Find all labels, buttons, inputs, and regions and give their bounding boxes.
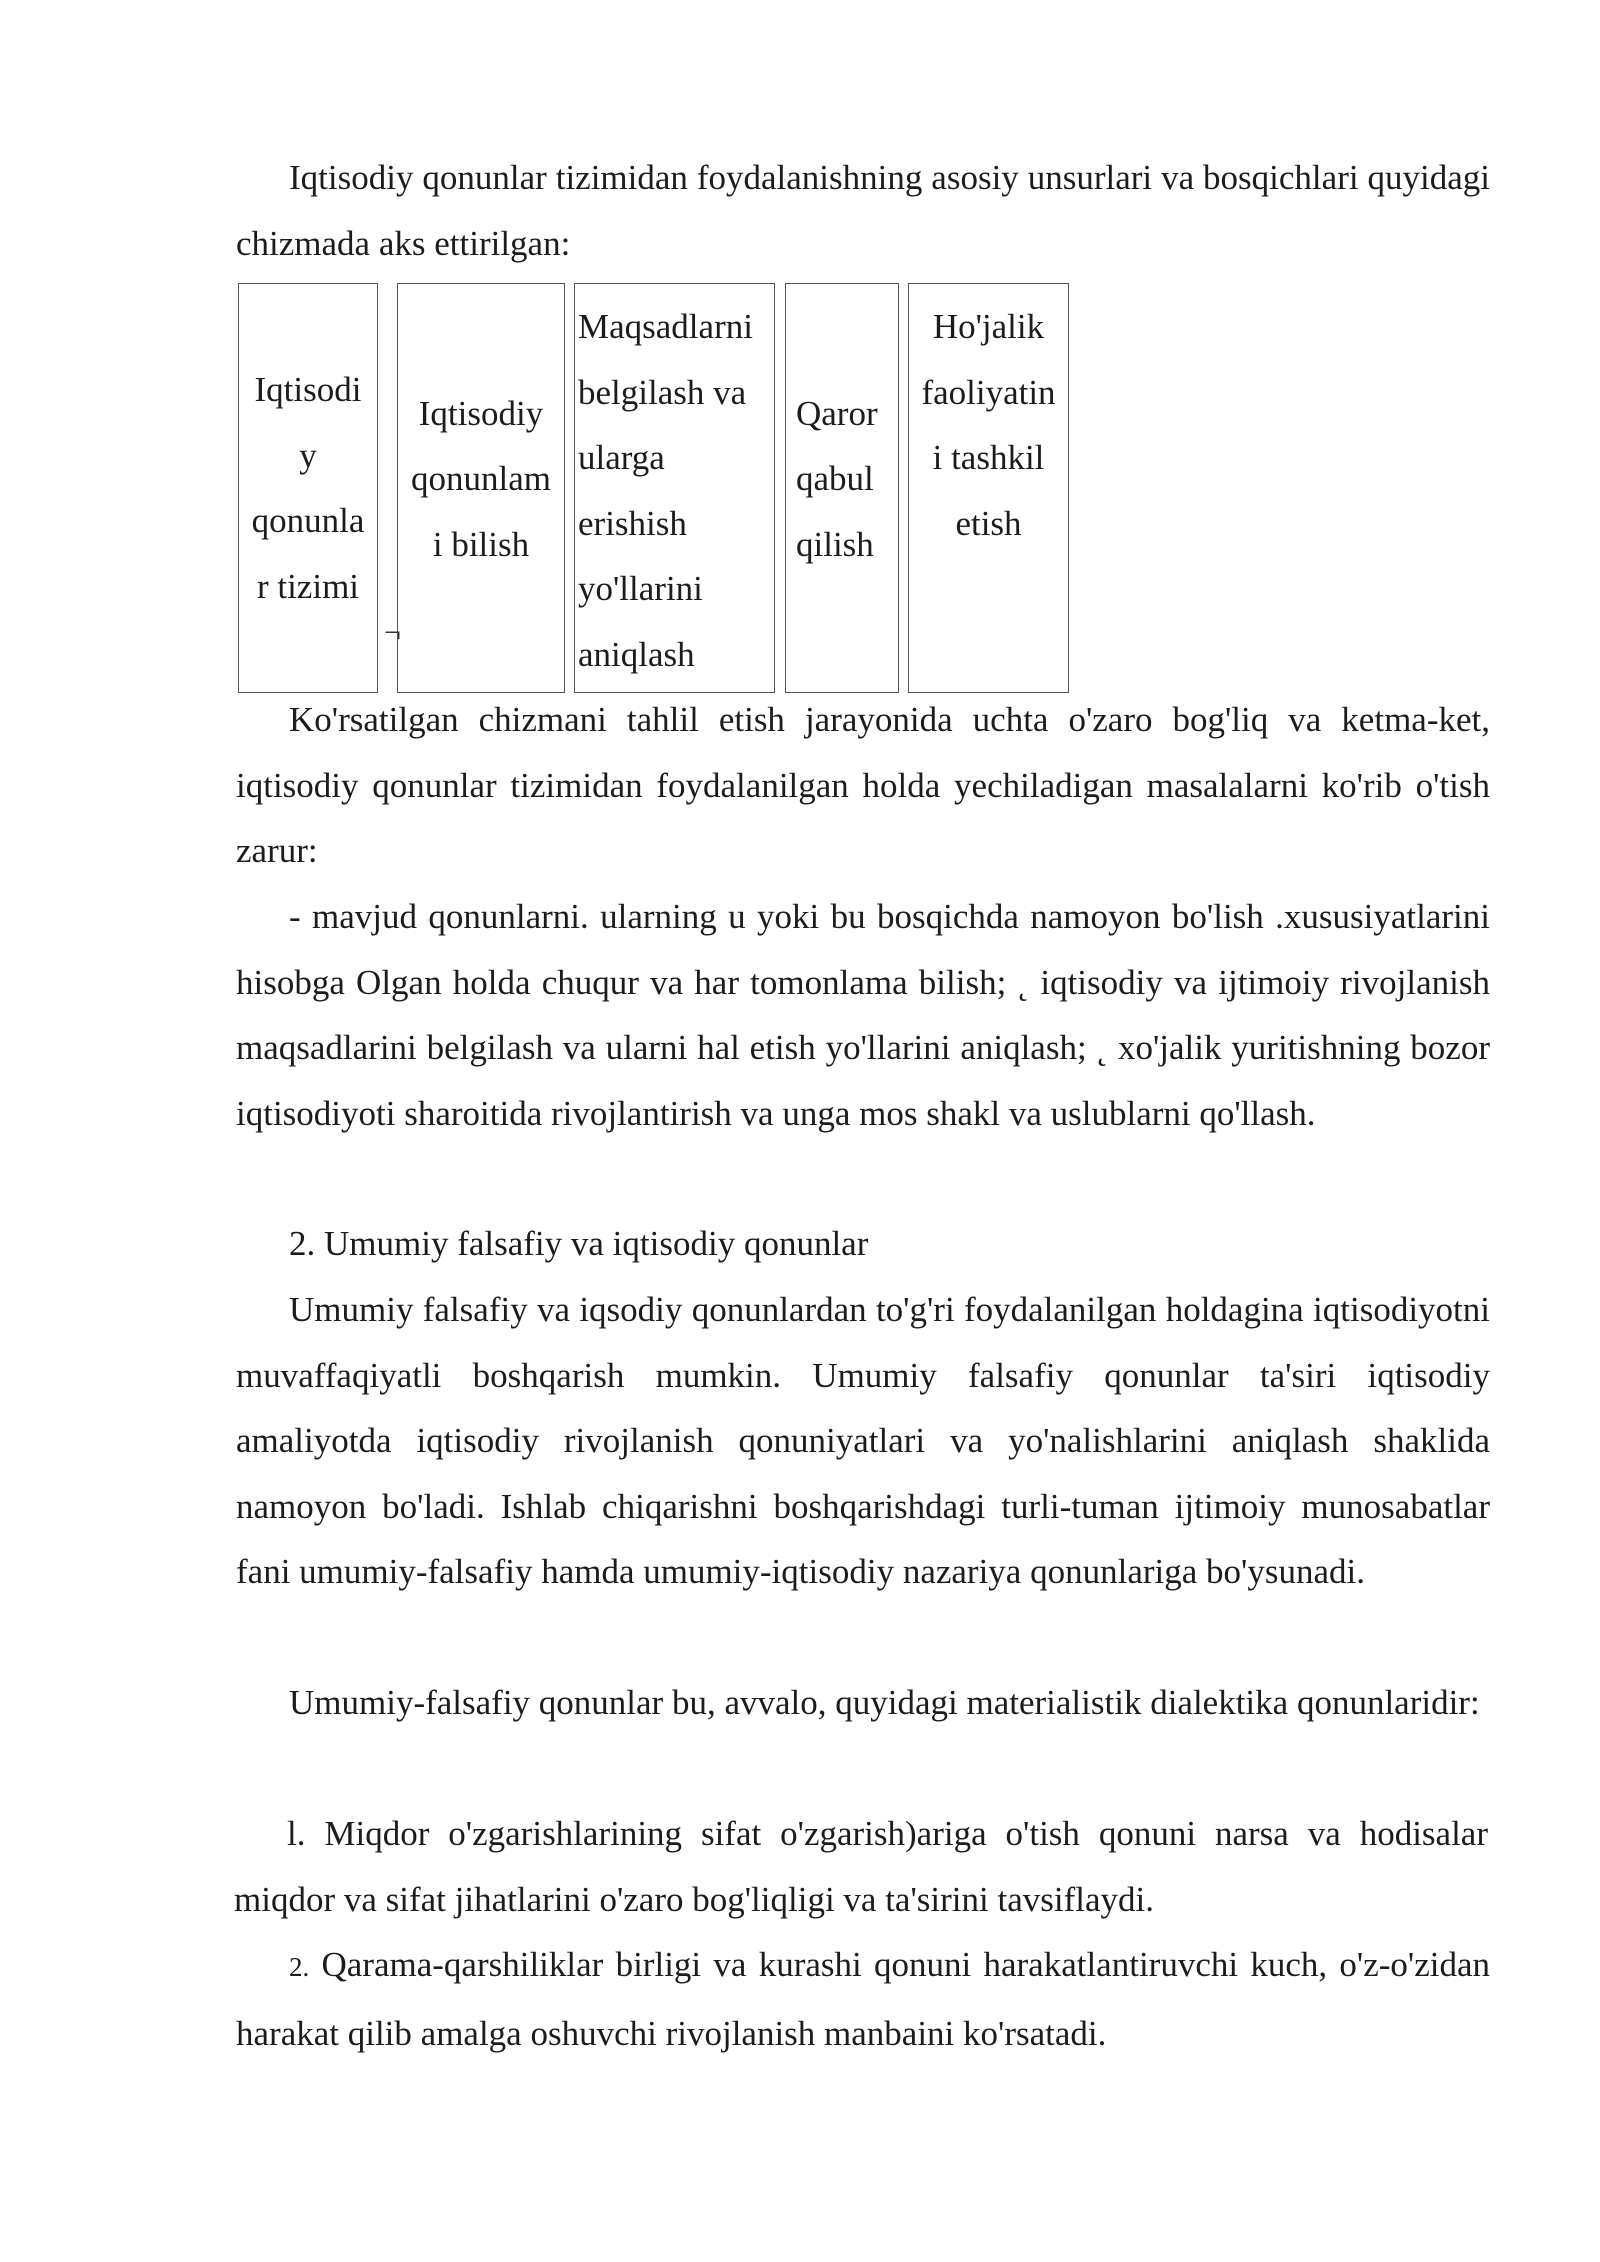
law-2-number: 2. xyxy=(289,1952,310,1982)
diagram-box-knowing-laws xyxy=(397,283,565,693)
dialectics-paragraph: Umumiy-falsafiy qonunlar bu, avvalo, quyidagi materialistik dialektika qonunlaridir: xyxy=(289,1683,1480,1722)
diagram-box-label: Iqtisodiy qonunlam i bilish xyxy=(411,393,551,564)
diagram-box-label: Qaror qabul qilish xyxy=(796,393,878,564)
diagram-box-economic-laws-system xyxy=(238,283,378,693)
general-laws-paragraph: Umumiy falsafiy va iqsodiy qonunlardan to'g'ri foydalanilgan holdagina iqtisodiyotni muvaffaqiyatli boshqarish mumkin. Umumiy falsafiy qonunlar ta'siri iqtisodiy amaliyotda iqtisodiy rivojlanish qonuniyatlari va yo'nalishlarini aniqlash shaklida namoyon bo'ladi. Ishlab chiqarishni boshqarishdagi turli-tuman ijtimoiy munosabatlar fani umumiy-falsafiy hamda umumiy-iqtisodiy nazariya qonunlariga bo'ysunadi. xyxy=(236,1290,1490,1591)
section-heading: 2. Umumiy falsafiy va iqtisodiy qonunlar xyxy=(289,1224,869,1263)
diagram-box-decision-making xyxy=(785,283,899,693)
diagram-box-label: Ho'jalik faoliyatin i tashkil etish xyxy=(921,307,1056,543)
law-2-paragraph xyxy=(236,1932,1490,2066)
law-1-paragraph: l. Miqdor o'zgarishlarining sifat o'zgarish)ariga o'tish qonuni narsa va hodisalar miqdor va sifat jihatlarini o'zaro bog'liqligi va ta'sirini tavsiflaydi. xyxy=(234,1814,1488,1919)
intro-paragraph: Iqtisodiy qonunlar tizimidan foydalanishning asosiy unsurlari va bosqichlari quyidagi chizmada aks ettirilgan: xyxy=(236,158,1490,263)
tasks-paragraph: - mavjud qonunlarni. ularning u yoki bu bosqichda namoyon bo'lish .xususiyatlarini hisobga Olgan holda chuqur va har tomonlama bilish; ˛ iqtisodiy va ijtimoiy rivojlanish maqsadlarini belgilash va ularni hal etish yo'llarini aniqlash; ˛ xo'jalik yuritishning bozor iqtisodiyoti sharoitida rivojlantirish va unga mos shakl va uslublarni qo'llash. xyxy=(236,897,1490,1133)
diagram-box-organizing-activity xyxy=(908,283,1069,693)
diagram-box-setting-goals xyxy=(574,283,775,693)
diagram-box-label: Iqtisodi y qonunla r tizimi xyxy=(251,370,365,606)
analysis-paragraph: Ko'rsatilgan chizmani tahlil etish jarayonida uchta o'zaro bog'liq va ketma-ket, iqtisodiy qonunlar tizimidan foydalanilgan holda yechiladigan masalalarni ko'rib o'tish zarur: xyxy=(236,700,1490,870)
law-2-text: Qarama-qarshiliklar birligi va kurashi qonuni harakatlantiruvchi kuch, o'z-o'zidan harakat qilib amalga oshuvchi rivojlanish manbaini ko'rsatadi. xyxy=(236,1945,1490,2053)
stray-mark: ¬ xyxy=(384,616,401,649)
diagram-box-label: Maqsadlarni belgilash va ularga erishish yo'llarini aniqlash xyxy=(578,307,753,674)
